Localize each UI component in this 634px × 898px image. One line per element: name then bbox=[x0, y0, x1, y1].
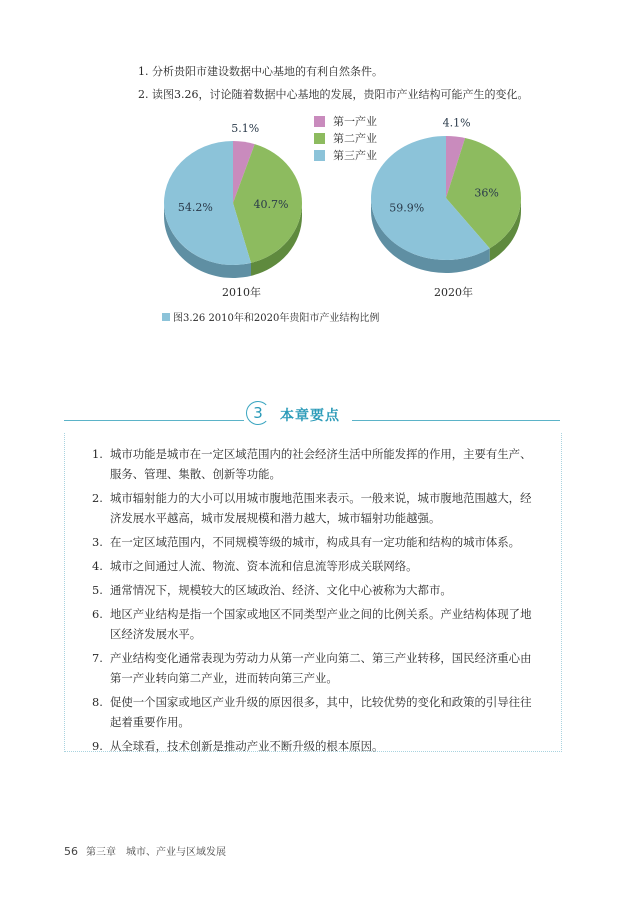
page-number: 56 bbox=[64, 845, 78, 858]
pie-value-label: 36% bbox=[474, 186, 499, 200]
key-point-text: 产业结构变化通常表现为劳动力从第一产业向第二、第三产业转移，国民经济重心由第一产业转向第二产业，进而转向第三产业。 bbox=[110, 651, 532, 685]
legend-swatch bbox=[314, 150, 325, 161]
legend-label: 第一产业 bbox=[333, 115, 377, 128]
key-point-text: 从全球看，技术创新是推动产业不断升级的根本原因。 bbox=[110, 739, 384, 753]
pie-value-label: 5.1% bbox=[231, 121, 260, 135]
section-title: 本章要点 bbox=[280, 408, 340, 424]
pie-value-label: 4.1% bbox=[442, 116, 471, 130]
legend-item-secondary bbox=[314, 130, 377, 147]
key-point-number: 6. bbox=[92, 607, 103, 621]
key-point-number: 9. bbox=[92, 739, 103, 753]
legend-item-tertiary bbox=[314, 147, 377, 164]
key-point-text: 城市之间通过人流、物流、资本流和信息流等形成关联网络。 bbox=[110, 559, 418, 573]
key-point-text: 城市辐射能力的大小可以用城市腹地范围来表示。一般来说，城市腹地范围越大，经济发展水平越高，城市发展规模和潜力越大，城市辐射功能越强。 bbox=[110, 491, 532, 525]
key-point-number: 5. bbox=[92, 583, 103, 597]
section-divider-left bbox=[64, 420, 244, 421]
key-points-list bbox=[92, 444, 532, 760]
key-point-number: 3. bbox=[92, 535, 103, 549]
key-point-item bbox=[92, 488, 532, 528]
pie-charts bbox=[0, 0, 634, 330]
pie-label-2020: 2020年 bbox=[434, 286, 473, 299]
question-1: 1. 分析贵阳市建设数据中心基地的有利自然条件。 bbox=[138, 65, 383, 78]
caption-marker-icon bbox=[162, 313, 170, 321]
legend-label: 第二产业 bbox=[333, 132, 377, 145]
key-point-number: 7. bbox=[92, 651, 103, 665]
key-point-text: 促使一个国家或地区产业升级的原因很多，其中，比较优势的变化和政策的引导往往起着重要作用。 bbox=[110, 695, 532, 729]
section-divider-right bbox=[352, 420, 560, 421]
figure-caption bbox=[162, 309, 379, 324]
pie-value-label: 40.7% bbox=[253, 197, 289, 211]
key-point-item bbox=[92, 692, 532, 732]
key-point-item bbox=[92, 556, 532, 576]
key-point-number: 1. bbox=[92, 447, 103, 461]
key-point-item bbox=[92, 736, 532, 756]
question-2: 2. 读图3.26，讨论随着数据中心基地的发展，贵阳市产业结构可能产生的变化。 bbox=[138, 88, 529, 101]
caption-text: 图3.26 2010年和2020年贵阳市产业结构比例 bbox=[173, 313, 380, 324]
page-footer bbox=[64, 843, 226, 858]
legend-label: 第三产业 bbox=[333, 149, 377, 162]
chart-legend bbox=[314, 113, 377, 164]
legend-swatch bbox=[314, 133, 325, 144]
pie-label-2010: 2010年 bbox=[222, 286, 261, 299]
legend-item-primary bbox=[314, 113, 377, 130]
key-point-item bbox=[92, 444, 532, 484]
key-point-text: 在一定区域范围内，不同规模等级的城市，构成具有一定功能和结构的城市体系。 bbox=[110, 535, 521, 549]
legend-swatch bbox=[314, 116, 325, 127]
chapter-title: 第三章 城市、产业与区域发展 bbox=[86, 847, 226, 858]
pie-value-label: 54.2% bbox=[177, 201, 213, 215]
key-point-text: 城市功能是城市在一定区域范围内的社会经济生活中所能发挥的作用，主要有生产、服务、管理、集散、创新等功能。 bbox=[110, 447, 532, 481]
key-point-number: 8. bbox=[92, 695, 103, 709]
key-point-item bbox=[92, 604, 532, 644]
key-point-item bbox=[92, 580, 532, 600]
key-point-item bbox=[92, 648, 532, 688]
key-point-text: 地区产业结构是指一个国家或地区不同类型产业之间的比例关系。产业结构体现了地区经济发展水平。 bbox=[110, 607, 532, 641]
pie-value-label: 59.9% bbox=[389, 201, 425, 215]
key-point-text: 通常情况下，规模较大的区域政治、经济、文化中心被称为大都市。 bbox=[110, 583, 452, 597]
section-number-badge: 3 bbox=[246, 401, 270, 425]
key-point-item bbox=[92, 532, 532, 552]
key-point-number: 4. bbox=[92, 559, 103, 573]
key-point-number: 2. bbox=[92, 491, 103, 505]
